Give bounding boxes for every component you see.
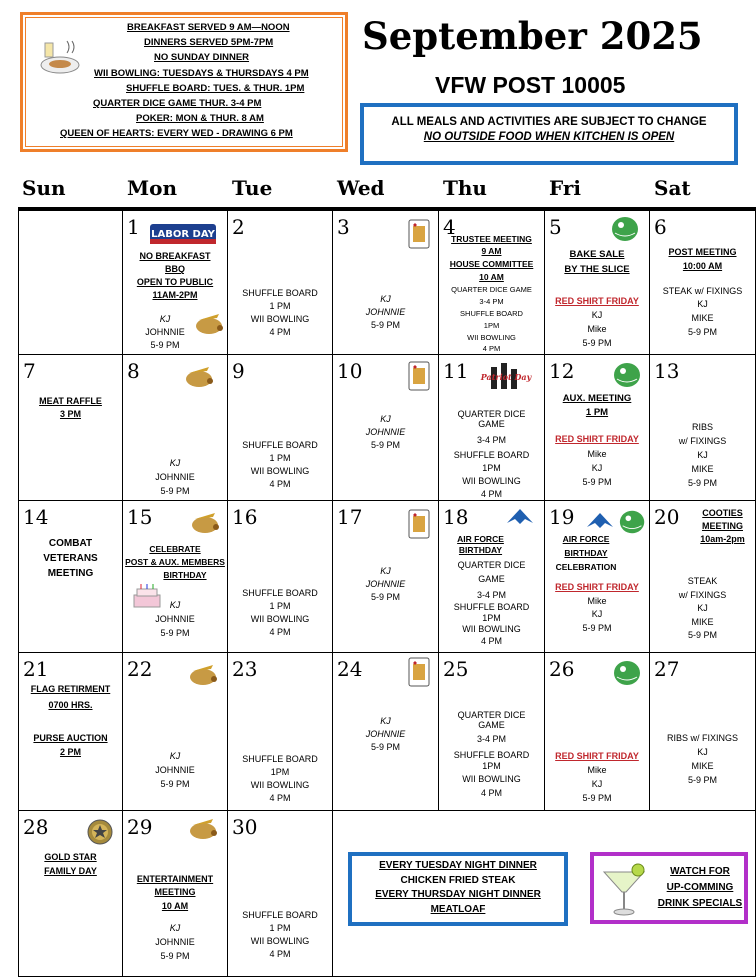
event-text: SHUFFLE BOARD <box>242 440 318 450</box>
day-number: 17 <box>337 505 363 529</box>
weekday-tue: Tue <box>232 176 273 200</box>
tuesday-dinner-item: CHICKEN FRIED STEAK <box>400 874 516 886</box>
event-text: STEAK <box>687 576 718 586</box>
day-number: 25 <box>443 657 469 681</box>
event-text: AIR FORCE <box>562 534 610 544</box>
event-text: NO BREAKFAST <box>139 251 211 261</box>
event-text: 1PM <box>482 463 501 473</box>
event-text: POST & AUX. MEMBERS <box>125 557 225 567</box>
queen-of-hearts-card-icon <box>408 657 430 687</box>
event-text: JOHNNIE <box>155 472 195 482</box>
day-number: 24 <box>337 657 363 681</box>
info-line-dinners: DINNERS SERVED 5PM-7PM <box>144 37 274 48</box>
day-number: 8 <box>127 359 140 383</box>
day-number: 21 <box>23 657 49 681</box>
event-text: SHUFFLE BOARD <box>453 450 530 460</box>
thursday-dinner-item: MEATLOAF <box>430 903 486 915</box>
event-text: 5-9 PM <box>582 477 612 487</box>
post-name: VFW POST 10005 <box>435 72 626 98</box>
event-text: 1 PM <box>269 301 291 311</box>
event-text: GOLD STAR <box>44 852 97 862</box>
day-number: 20 <box>654 505 680 529</box>
event-text: WII BOWLING <box>250 466 310 476</box>
red-shirt-friday-label: RED SHIRT FRIDAY <box>555 434 639 444</box>
day-number: 11 <box>443 359 469 383</box>
event-text: 5-9 PM <box>370 440 400 450</box>
event-text: BBQ <box>165 264 185 274</box>
event-text: MIKE <box>691 313 714 323</box>
day-cell-2 <box>228 211 333 355</box>
event-text: Mike <box>587 765 607 775</box>
day-number: 28 <box>23 815 49 839</box>
day-number: 23 <box>232 657 258 681</box>
day-cell-27 <box>650 653 756 811</box>
shark-mascot-icon <box>609 213 643 245</box>
info-line-wii-bowling: WII BOWLING: TUESDAYS & THURSDAYS 4 PM <box>94 68 309 79</box>
event-text: w/ FIXINGS <box>678 436 727 446</box>
schedule-info-box <box>20 12 348 152</box>
day-cell-6 <box>650 211 756 355</box>
day-number: 22 <box>127 657 153 681</box>
event-text: 4 PM <box>480 489 502 499</box>
notice-line-1: ALL MEALS AND ACTIVITIES ARE SUBJECT TO CHANGE <box>391 116 707 128</box>
event-text: JOHNNIE <box>365 307 406 317</box>
event-text: 1PM <box>270 767 290 777</box>
day-number: 30 <box>232 815 258 839</box>
event-text: 10:00 AM <box>682 261 723 271</box>
event-text: BAKE SALE <box>569 249 625 260</box>
queen-of-hearts-card-icon <box>408 219 430 249</box>
event-text: KJ <box>380 716 391 726</box>
info-line-shuffle-board: SHUFFLE BOARD: TUES. & THUR. 1PM <box>126 83 305 94</box>
day-number: 27 <box>654 657 680 681</box>
event-text: 5-9 PM <box>370 320 400 330</box>
event-text: 5-9 PM <box>160 486 190 496</box>
shark-mascot-icon <box>611 657 645 689</box>
event-text: JOHNNIE <box>365 427 406 437</box>
day-number: 3 <box>337 215 350 239</box>
event-text: 2 PM <box>59 747 81 757</box>
drink-specials-line-3: DRINK SPECIALS <box>657 898 743 909</box>
labor-day-badge-label: LABOR DAY <box>151 229 215 240</box>
day-number: 9 <box>232 359 245 383</box>
event-text: KJ <box>697 450 708 460</box>
event-text: CELEBRATION <box>555 562 617 572</box>
event-text: 4 PM <box>269 479 291 489</box>
day-number: 1 <box>127 215 140 239</box>
event-text: TRUSTEE MEETING <box>451 234 532 244</box>
event-text: FAMILY DAY <box>44 866 97 876</box>
event-text: 1 PM <box>269 923 291 933</box>
event-text: JOHNNIE <box>145 327 185 337</box>
day-number: 10 <box>337 359 363 383</box>
day-number: 19 <box>549 505 575 529</box>
day-cell-4 <box>439 211 545 355</box>
event-text: Mike <box>587 596 607 606</box>
armadillo-icon <box>187 813 219 843</box>
page-title: September 2025 <box>362 14 703 58</box>
labor-day-badge-icon <box>150 221 216 247</box>
day-cell-12 <box>545 355 650 501</box>
day-number: 15 <box>127 505 153 529</box>
weekly-dinners-box <box>348 852 568 926</box>
event-text: BIRTHDAY <box>163 570 207 580</box>
event-text: KJ <box>591 463 603 473</box>
notice-line-2: NO OUTSIDE FOOD WHEN KITCHEN IS OPEN <box>423 131 675 143</box>
day-number: 26 <box>549 657 575 681</box>
event-text: w/ FIXINGS <box>678 590 727 600</box>
event-text: MIKE <box>691 464 714 474</box>
day-cell-24 <box>333 653 439 811</box>
weekday-sat: Sat <box>654 176 691 200</box>
event-text: MEAT RAFFLE <box>39 396 102 406</box>
drink-specials-line-2: UP-COMMING <box>666 882 734 893</box>
event-text: KJ <box>591 779 603 789</box>
event-text: 4 PM <box>480 788 502 798</box>
event-text: 10 AM <box>479 272 504 282</box>
event-text: SHUFFLE BOARD <box>242 910 318 920</box>
day-cell-9 <box>228 355 333 501</box>
event-text: KJ <box>169 923 181 933</box>
event-text: 1PM <box>483 321 500 330</box>
event-text: 9 AM <box>481 246 502 256</box>
day-cell-20 <box>650 501 756 653</box>
event-text: BIRTHDAY <box>564 548 608 558</box>
event-text: QUARTER DICE <box>457 560 526 570</box>
drink-specials-line-1: WATCH FOR <box>670 866 730 877</box>
day-number: 12 <box>549 359 575 383</box>
event-text: KJ <box>697 299 708 309</box>
event-text: 5-9 PM <box>687 478 717 488</box>
info-line-poker: POKER: MON & THUR. 8 AM <box>136 113 264 124</box>
day-cell-1 <box>123 211 228 355</box>
event-text: WII BOWLING <box>250 314 310 324</box>
day-cell-14 <box>18 501 123 653</box>
event-text: KJ <box>169 458 181 468</box>
event-text: KJ <box>591 609 603 619</box>
event-text: QUARTER DICE GAME <box>451 285 532 294</box>
red-shirt-friday-label: RED SHIRT FRIDAY <box>555 582 639 592</box>
event-text: Mike <box>587 324 607 334</box>
shark-mascot-icon <box>611 359 645 391</box>
event-text: JOHNNIE <box>155 614 195 624</box>
event-text: 11AM-2PM <box>152 290 198 300</box>
event-text: KJ <box>380 414 391 424</box>
event-text: 10 AM <box>161 901 189 911</box>
thursday-dinner-label: EVERY THURSDAY NIGHT DINNER <box>375 889 541 900</box>
margarita-glass-icon <box>600 862 648 918</box>
event-text: QUARTER DICE <box>457 710 526 720</box>
event-text: KJ <box>697 747 708 757</box>
event-text: MIKE <box>691 761 714 771</box>
event-text: 5-9 PM <box>582 793 612 803</box>
event-text: 5-9 PM <box>160 951 190 961</box>
info-line-quarter-dice: QUARTER DICE GAME THUR. 3-4 PM <box>93 98 262 109</box>
info-line-queen-of-hearts: QUEEN OF HEARTS: EVERY WED - DRAWING 6 PM <box>60 128 293 139</box>
event-text: HOUSE COMMITTEE <box>449 259 534 269</box>
drink-specials-box <box>590 852 748 924</box>
event-text: 3-4 PM <box>479 297 504 306</box>
event-text: SHUFFLE BOARD <box>242 288 318 298</box>
day-number: 7 <box>23 359 36 383</box>
event-text: 3 PM <box>59 409 81 419</box>
event-text: 3-4 PM <box>476 734 506 744</box>
event-text: SHUFFLE BOARD <box>242 588 318 598</box>
event-text: COOTIES <box>702 508 743 518</box>
event-text: 4 PM <box>482 344 501 353</box>
day-cell-5 <box>545 211 650 355</box>
event-text: PURSE AUCTION <box>33 733 108 743</box>
event-text: 4 PM <box>269 949 291 959</box>
event-text: 5-9 PM <box>582 338 612 348</box>
event-text: 4 PM <box>269 793 291 803</box>
event-text: QUARTER DICE <box>457 409 526 419</box>
dinner-plate-icon <box>39 37 81 79</box>
weekday-sun: Sun <box>22 176 66 200</box>
weekday-thu: Thu <box>443 176 487 200</box>
day-cell-23 <box>228 653 333 811</box>
day-cell-22 <box>123 653 228 811</box>
day-cell-10 <box>333 355 439 501</box>
event-text: 5-9 PM <box>687 630 717 640</box>
event-text: WII BOWLING <box>462 774 521 784</box>
event-text: STEAK w/ FIXINGS <box>662 286 743 296</box>
day-number: 5 <box>549 215 562 239</box>
event-text: 5-9 PM <box>687 327 717 337</box>
event-text: RIBS <box>691 422 713 432</box>
event-text: AUX. MEETING <box>562 393 632 404</box>
event-text: MEETING <box>47 568 94 579</box>
event-text: JOHNNIE <box>155 937 195 947</box>
gold-star-medal-icon <box>87 819 113 845</box>
patriot-day-label: Patriot Day <box>480 372 532 382</box>
event-text: KJ <box>697 603 708 613</box>
event-text: KJ <box>169 751 181 761</box>
day-cell-25 <box>439 653 545 811</box>
day-cell-17 <box>333 501 439 653</box>
event-text: KJ <box>380 566 391 576</box>
event-text: ENTERTAINMENT <box>136 874 214 884</box>
event-text: SHUFFLE BOARD <box>460 309 523 318</box>
day-number: 13 <box>654 359 680 383</box>
event-text: VETERANS <box>43 553 98 564</box>
day-number: 29 <box>127 815 153 839</box>
day-cell-13 <box>650 355 756 501</box>
event-text: 1PM <box>482 761 501 771</box>
event-text: RIBS w/ FIXINGS <box>666 733 738 743</box>
red-shirt-friday-label: RED SHIRT FRIDAY <box>555 751 639 761</box>
event-text: BY THE SLICE <box>564 264 630 275</box>
event-text: 1 PM <box>269 453 291 463</box>
event-text: Mike <box>587 449 607 459</box>
event-text: WII BOWLING <box>462 624 521 634</box>
event-text: WII BOWLING <box>250 614 310 624</box>
event-text: WII BOWLING <box>467 333 516 342</box>
day-cell-29 <box>123 811 228 977</box>
event-text: GAME <box>478 419 505 429</box>
event-text: AIR FORCE <box>457 534 504 544</box>
day-number: 4 <box>443 215 456 239</box>
armadillo-icon <box>183 361 215 391</box>
event-text: 5-9 PM <box>370 742 400 752</box>
event-text: 3-4 PM <box>476 435 506 445</box>
weekday-mon: Mon <box>127 176 178 200</box>
day-number: 2 <box>232 215 245 239</box>
day-cell-11 <box>439 355 545 501</box>
event-text: KJ <box>591 310 603 320</box>
queen-of-hearts-card-icon <box>408 361 430 391</box>
event-text: 5-9 PM <box>687 775 717 785</box>
day-cell-18 <box>439 501 545 653</box>
event-text: OPEN TO PUBLIC <box>136 277 214 287</box>
armadillo-icon <box>189 507 221 537</box>
info-line-no-sunday: NO SUNDAY DINNER <box>154 52 250 63</box>
air-force-wings-icon <box>505 507 535 525</box>
event-text: KJ <box>159 314 171 324</box>
day-cell-21 <box>18 653 123 811</box>
event-text: WII BOWLING <box>250 780 310 790</box>
event-text: GAME <box>478 574 505 584</box>
day-cell-3 <box>333 211 439 355</box>
event-text: 5-9 PM <box>150 340 180 350</box>
event-text: KJ <box>380 294 391 304</box>
air-force-wings-icon <box>585 511 615 529</box>
event-text: 1 PM <box>585 407 609 418</box>
event-text: 10am-2pm <box>700 534 745 544</box>
event-text: JOHNNIE <box>365 579 406 589</box>
day-cell-26 <box>545 653 650 811</box>
day-cell-28 <box>18 811 123 977</box>
event-text: 0700 HRS. <box>48 700 93 710</box>
event-text: 3-4 PM <box>476 590 506 600</box>
event-text: JOHNNIE <box>155 765 195 775</box>
event-text: CELEBRATE <box>149 544 201 554</box>
event-text: GAME <box>478 720 505 730</box>
day-number: 18 <box>443 505 469 529</box>
event-text: MIKE <box>691 617 714 627</box>
patriot-day-icon <box>480 359 532 393</box>
event-text: JOHNNIE <box>365 729 406 739</box>
event-text: SHUFFLE BOARD <box>242 754 318 764</box>
event-text: 1 PM <box>269 601 291 611</box>
event-text: POST MEETING <box>668 247 737 257</box>
day-cell-7 <box>18 355 123 501</box>
event-text: WII BOWLING <box>250 936 310 946</box>
day-number: 16 <box>232 505 258 529</box>
notice-box <box>360 103 738 165</box>
armadillo-icon <box>193 308 225 338</box>
weekday-fri: Fri <box>549 176 581 200</box>
event-text: WII BOWLING <box>462 476 521 486</box>
event-text: KJ <box>169 600 181 610</box>
event-text: MEETING <box>701 521 743 531</box>
event-text: 4 PM <box>269 627 291 637</box>
event-text: MEETING <box>154 887 196 897</box>
event-text: 4 PM <box>269 327 291 337</box>
day-cell-15 <box>123 501 228 653</box>
day-cell-30 <box>228 811 333 977</box>
day-cell-19 <box>545 501 650 653</box>
event-text: BIRTHDAY <box>458 545 503 555</box>
red-shirt-friday-label: RED SHIRT FRIDAY <box>555 296 639 306</box>
day-number: 14 <box>23 505 49 529</box>
event-text: FLAG RETIRMENT <box>30 684 111 694</box>
event-text: COMBAT <box>48 538 93 549</box>
day-cell-16 <box>228 501 333 653</box>
event-text: 4 PM <box>480 636 502 646</box>
event-text: 1PM <box>482 613 501 623</box>
tuesday-dinner-label: EVERY TUESDAY NIGHT DINNER <box>379 860 537 871</box>
event-text: 5-9 PM <box>160 628 190 638</box>
info-line-breakfast: BREAKFAST SERVED 9 AM—NOON <box>127 22 290 33</box>
event-text: SHUFFLE BOARD <box>453 750 530 760</box>
event-text: 5-9 PM <box>582 623 612 633</box>
weekday-wed: Wed <box>337 176 385 200</box>
event-text: SHUFFLE BOARD <box>453 602 530 612</box>
day-cell-8 <box>123 355 228 501</box>
event-text: 5-9 PM <box>370 592 400 602</box>
armadillo-icon <box>187 659 219 689</box>
day-number: 6 <box>654 215 667 239</box>
event-text: 5-9 PM <box>160 779 190 789</box>
